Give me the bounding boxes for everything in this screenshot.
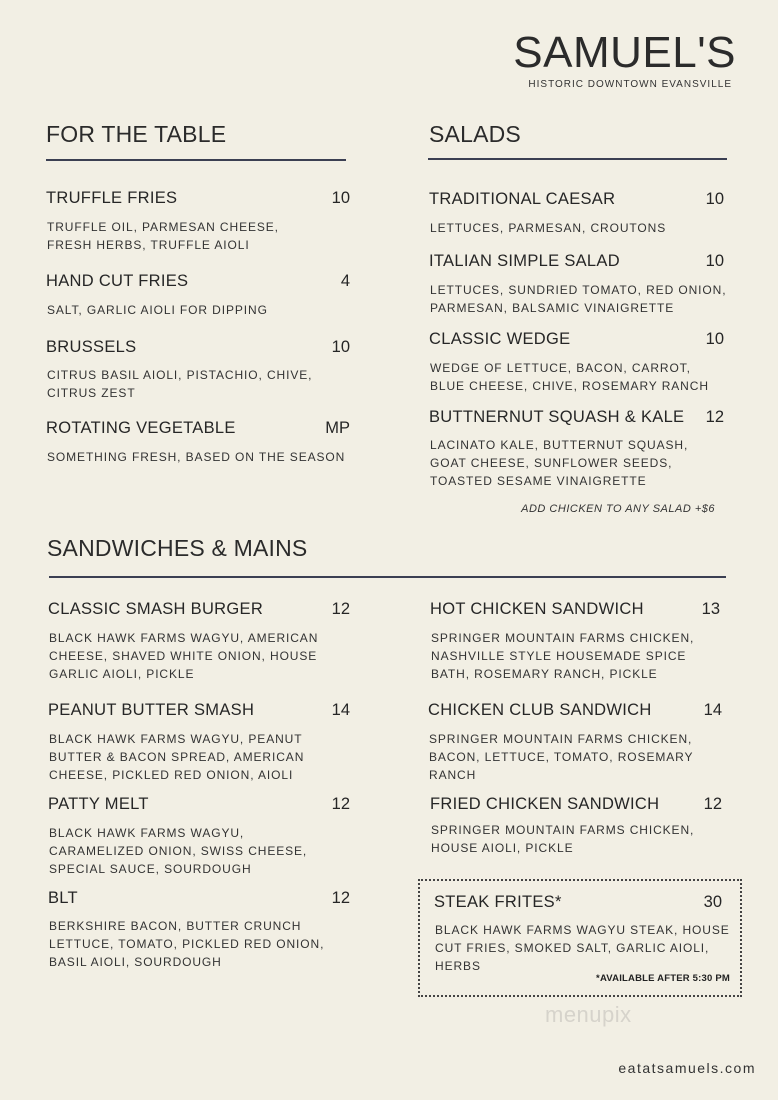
menu-item-price: 10 — [331, 338, 350, 356]
menu-item-description: LETTUCES, SUNDRIED TOMATO, RED ONION, — [430, 283, 727, 297]
menu-item-description: TRUFFLE OIL, PARMESAN CHEESE, — [47, 220, 279, 234]
menu-item-description: CITRUS BASIL AIOLI, PISTACHIO, CHIVE, — [47, 368, 313, 382]
menu-item-name: BRUSSELS — [46, 338, 137, 356]
menu-item-name: ITALIAN SIMPLE SALAD — [429, 252, 620, 270]
menu-item-description: SPRINGER MOUNTAIN FARMS CHICKEN, — [431, 823, 695, 837]
menu-item-price: 4 — [340, 272, 350, 290]
section-divider — [49, 576, 726, 578]
menu-item-price: 14 — [331, 701, 350, 719]
menu-item-description: NASHVILLE STYLE HOUSEMADE SPICE — [431, 649, 687, 663]
menu-item-description: LETTUCES, PARMESAN, CROUTONS — [430, 221, 667, 235]
menu-item-description: CHEESE, SHAVED WHITE ONION, HOUSE — [49, 649, 318, 663]
menu-item-name: PEANUT BUTTER SMASH — [48, 701, 255, 719]
menu-item-price: 10 — [705, 190, 724, 208]
menu-item-description: BERKSHIRE BACON, BUTTER CRUNCH — [49, 919, 302, 933]
menu-item-description: RANCH — [429, 768, 477, 782]
section-divider — [428, 158, 727, 160]
restaurant-tagline: HISTORIC DOWNTOWN EVANSVILLE — [528, 79, 732, 90]
menu-item-name: HAND CUT FRIES — [46, 272, 189, 290]
menu-item-name: PATTY MELT — [48, 795, 149, 813]
menu-item-name: ROTATING VEGETABLE — [46, 419, 236, 437]
menu-item-description: LETTUCE, TOMATO, PICKLED RED ONION, — [49, 937, 325, 951]
menu-item-description: LACINATO KALE, BUTTERNUT SQUASH, — [430, 438, 689, 452]
menu-item-price: MP — [325, 419, 350, 437]
menu-item-description: BLACK HAWK FARMS WAGYU, — [49, 826, 245, 840]
menu-item-description: WEDGE OF LETTUCE, BACON, CARROT, — [430, 361, 691, 375]
menu-item-name: CHICKEN CLUB SANDWICH — [428, 701, 652, 719]
menu-item-description: HOUSE AIOLI, PICKLE — [431, 841, 574, 855]
restaurant-name: SAMUEL'S — [513, 28, 736, 77]
menu-item-name: TRUFFLE FRIES — [46, 189, 178, 207]
menu-item-description: BLUE CHEESE, CHIVE, ROSEMARY RANCH — [430, 379, 709, 393]
menu-item-name: FRIED CHICKEN SANDWICH — [430, 795, 660, 813]
section-title-sandwiches: SANDWICHES & MAINS — [47, 535, 308, 561]
section-divider — [46, 159, 346, 161]
website-link[interactable]: eatatsamuels.com — [618, 1060, 756, 1076]
section-title-salads: SALADS — [429, 121, 521, 147]
menu-item-description: BUTTER & BACON SPREAD, AMERICAN — [49, 750, 305, 764]
menu-item-price: 12 — [703, 795, 722, 813]
menu-item-description: BLACK HAWK FARMS WAGYU, PEANUT — [49, 732, 303, 746]
watermark: menupix — [545, 1002, 632, 1027]
menu-item-description: HERBS — [435, 959, 481, 973]
menu-item-price: 10 — [705, 330, 724, 348]
menu-item-name: HOT CHICKEN SANDWICH — [430, 600, 644, 618]
menu-item-description: CARAMELIZED ONION, SWISS CHEESE, — [49, 844, 308, 858]
menu-item-description: BACON, LETTUCE, TOMATO, ROSEMARY — [429, 750, 694, 764]
menu-item-description: GOAT CHEESE, SUNFLOWER SEEDS, — [430, 456, 673, 470]
menu-item-description: SPECIAL SAUCE, SOURDOUGH — [49, 862, 252, 876]
menu-item-price: 10 — [331, 189, 350, 207]
menu-item-price: 12 — [331, 600, 350, 618]
menu-item-description: SPRINGER MOUNTAIN FARMS CHICKEN, — [431, 631, 695, 645]
menu-item-description: GARLIC AIOLI, PICKLE — [49, 667, 195, 681]
menu-item-name: BLT — [48, 889, 78, 907]
menu-item-name: CLASSIC SMASH BURGER — [48, 600, 264, 618]
menu-item-description: CITRUS ZEST — [47, 386, 136, 400]
menu-item-price: 12 — [331, 795, 350, 813]
section-title-for-the-table: FOR THE TABLE — [46, 121, 227, 147]
menu-item-price: 12 — [705, 408, 724, 426]
salad-add-chicken-note: ADD CHICKEN TO ANY SALAD +$6 — [521, 503, 715, 515]
menu-item-name: STEAK FRITES* — [434, 893, 562, 911]
menu-item-description: CUT FRIES, SMOKED SALT, GARLIC AIOLI, — [435, 941, 710, 955]
menu-item-name: BUTTNERNUT SQUASH & KALE — [429, 408, 685, 426]
menu-item-description: FRESH HERBS, TRUFFLE AIOLI — [47, 238, 250, 252]
menu-item-price: 10 — [705, 252, 724, 270]
menu-item-description: SALT, GARLIC AIOLI FOR DIPPING — [47, 303, 268, 317]
menu-item-name: TRADITIONAL CAESAR — [429, 190, 616, 208]
menu-item-description: BLACK HAWK FARMS WAGYU STEAK, HOUSE — [435, 923, 730, 937]
menu-item-name: CLASSIC WEDGE — [429, 330, 571, 348]
menu-item-description: BATH, ROSEMARY RANCH, PICKLE — [431, 667, 658, 681]
menu-item-price: 30 — [703, 893, 722, 911]
menu-item-description: SOMETHING FRESH, BASED ON THE SEASON — [47, 450, 346, 464]
menu-item-price: 12 — [331, 889, 350, 907]
menu-item-description: CHEESE, PICKLED RED ONION, AIOLI — [49, 768, 294, 782]
menu-item-description: BLACK HAWK FARMS WAGYU, AMERICAN — [49, 631, 319, 645]
steak-availability-note: *AVAILABLE AFTER 5:30 PM — [596, 973, 730, 984]
menu-item-description: PARMESAN, BALSAMIC VINAIGRETTE — [430, 301, 675, 315]
menu-item-description: TOASTED SESAME VINAIGRETTE — [430, 474, 647, 488]
menu-item-price: 13 — [701, 600, 720, 618]
menu-item-description: BASIL AIOLI, SOURDOUGH — [49, 955, 222, 969]
menu-item-price: 14 — [703, 701, 722, 719]
menu-item-description: SPRINGER MOUNTAIN FARMS CHICKEN, — [429, 732, 693, 746]
